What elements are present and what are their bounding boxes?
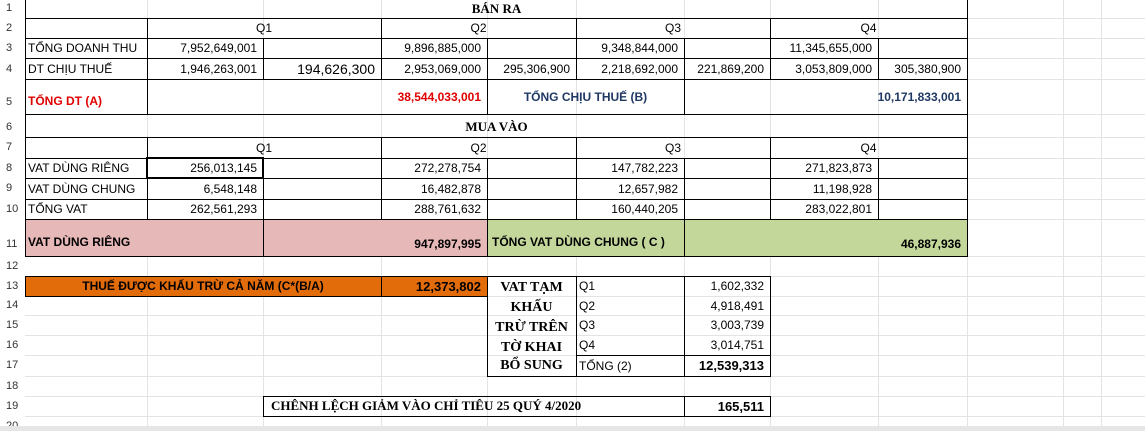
- taxable-revenue-cell[interactable]: 1,946,263,001: [180, 61, 257, 76]
- quarter-header[interactable]: Q2: [470, 140, 487, 155]
- row-number[interactable]: 11: [6, 238, 18, 250]
- chenh-lech-value[interactable]: 165,511: [717, 398, 764, 414]
- vat-tam-line[interactable]: VAT TẠM: [500, 280, 563, 295]
- row-number[interactable]: 1: [6, 2, 13, 14]
- row-number[interactable]: 3: [6, 42, 13, 54]
- quarter-header[interactable]: Q4: [860, 21, 877, 35]
- row-number[interactable]: 12: [6, 260, 19, 272]
- tax-cell[interactable]: 194,626,300: [297, 60, 375, 77]
- vat-rieng-cell[interactable]: 272,278,754: [414, 161, 481, 175]
- vat-chung-total-value[interactable]: 46,887,936: [900, 236, 961, 251]
- revenue-cell[interactable]: 7,952,649,001: [180, 41, 257, 55]
- row-number[interactable]: 10: [6, 203, 19, 215]
- taxable-revenue-cell[interactable]: 2,218,692,000: [601, 61, 678, 76]
- row-number[interactable]: 18: [6, 380, 19, 392]
- vat-chung-cell[interactable]: 11,198,928: [812, 181, 872, 196]
- tam-khau-tru-value[interactable]: 3,014,751: [710, 338, 764, 352]
- vat-chung-label[interactable]: VAT DÙNG CHUNG: [28, 181, 136, 196]
- row-number[interactable]: 4: [6, 63, 13, 75]
- dt-chiu-thue-label[interactable]: DT CHỊU THUẾ: [28, 61, 113, 76]
- quarter-header[interactable]: Q4: [860, 140, 877, 155]
- vat-rieng-cell[interactable]: 256,013,145: [190, 161, 257, 175]
- vat-chung-cell[interactable]: 6,548,148: [203, 181, 257, 196]
- tong-vat-label[interactable]: TỔNG VAT: [28, 202, 88, 216]
- tong-chiu-thue-value[interactable]: 10,171,833,001: [877, 89, 961, 104]
- vat-rieng-cell[interactable]: 147,782,223: [611, 161, 678, 175]
- vat-tam-line[interactable]: TỜ KHAI: [500, 340, 563, 355]
- chenh-lech-label[interactable]: CHÊNH LỆCH GIẢM VÀO CHỈ TIÊU 25 QUÝ 4/2020: [271, 398, 582, 413]
- khau-tru-label[interactable]: THUẾ ĐƯỢC KHẤU TRỪ CẢ NĂM (C*(B/A): [82, 279, 324, 293]
- khau-tru-value[interactable]: 12,373,802: [415, 278, 481, 294]
- tam-khau-tru-total-value[interactable]: 12,539,313: [698, 358, 764, 373]
- vat-chung-total-label[interactable]: TỔNG VAT DÙNG CHUNG ( C ): [492, 235, 665, 249]
- revenue-cell[interactable]: 9,348,844,000: [601, 41, 678, 55]
- tong-doanh-thu-label[interactable]: TỔNG DOANH THU: [28, 41, 138, 55]
- row-number[interactable]: 7: [6, 141, 13, 153]
- tam-khau-tru-value[interactable]: 4,918,491: [710, 298, 764, 313]
- row-number[interactable]: 16: [6, 339, 19, 351]
- row-number[interactable]: 15: [6, 319, 19, 331]
- revenue-cell[interactable]: 11,345,655,000: [789, 41, 872, 55]
- tong-vat-cell[interactable]: 160,440,205: [611, 202, 678, 216]
- tax-cell[interactable]: 221,869,200: [697, 61, 764, 76]
- quarter-header[interactable]: Q3: [664, 140, 681, 155]
- revenue-cell[interactable]: 9,896,885,000: [404, 41, 481, 55]
- tong-dt-label[interactable]: TỔNG DT (A): [28, 94, 102, 108]
- row-number[interactable]: 5: [6, 96, 13, 108]
- row-number[interactable]: 9: [6, 182, 13, 194]
- vat-chung-cell[interactable]: 12,657,982: [617, 181, 678, 196]
- tong-vat-cell[interactable]: 262,561,293: [190, 202, 257, 216]
- tax-cell[interactable]: 295,306,900: [503, 61, 570, 76]
- row-number[interactable]: 2: [6, 22, 13, 34]
- quarter-header[interactable]: Q3: [664, 21, 681, 35]
- quarter-header[interactable]: Q1: [255, 21, 272, 35]
- tong-vat-cell[interactable]: 288,761,632: [414, 202, 481, 216]
- tong-dt-value[interactable]: 38,544,033,001: [397, 89, 481, 104]
- tax-cell[interactable]: 305,380,900: [894, 61, 961, 76]
- taxable-revenue-cell[interactable]: 2,953,069,000: [404, 61, 481, 76]
- horizontal-scrollbar[interactable]: [0, 426, 1145, 431]
- vat-rieng-total-value[interactable]: 947,897,995: [414, 236, 481, 251]
- tong-vat-cell[interactable]: 283,022,801: [805, 202, 872, 216]
- vat-rieng-total-label[interactable]: VAT DÙNG RIÊNG: [28, 235, 131, 249]
- tam-khau-tru-total-label[interactable]: TỔNG (2): [579, 358, 632, 373]
- quarter-header[interactable]: Q2: [470, 21, 487, 35]
- tam-khau-tru-quarter[interactable]: Q1: [579, 279, 596, 293]
- ban-ra-title[interactable]: BÁN RA: [471, 1, 522, 16]
- row-number[interactable]: 14: [6, 299, 19, 311]
- vat-rieng-label[interactable]: VAT DÙNG RIÊNG: [28, 161, 130, 175]
- tam-khau-tru-quarter[interactable]: Q4: [579, 338, 596, 352]
- row-number[interactable]: 13: [6, 280, 19, 292]
- tong-chiu-thue-label[interactable]: TỔNG CHỊU THUẾ (B): [523, 89, 648, 104]
- taxable-revenue-cell[interactable]: 3,053,809,000: [795, 61, 872, 76]
- row-number[interactable]: 17: [6, 359, 19, 371]
- tam-khau-tru-value[interactable]: 1,602,332: [710, 279, 764, 293]
- row-header: [0, 0, 25, 431]
- row-number[interactable]: 19: [6, 400, 19, 412]
- vat-tam-line[interactable]: KHẤU: [510, 300, 553, 315]
- vat-tam-line[interactable]: TRỪ TRÊN: [495, 320, 568, 335]
- tam-khau-tru-quarter[interactable]: Q2: [579, 298, 596, 313]
- vat-rieng-cell[interactable]: 271,823,873: [805, 161, 872, 175]
- row-number[interactable]: 6: [6, 121, 13, 133]
- tam-khau-tru-quarter[interactable]: Q3: [579, 318, 596, 332]
- vat-tam-line[interactable]: BỔ SUNG: [500, 358, 563, 373]
- vat-chung-cell[interactable]: 16,482,878: [420, 181, 481, 196]
- tam-khau-tru-value[interactable]: 3,003,739: [710, 318, 764, 332]
- quarter-header[interactable]: Q1: [255, 140, 272, 155]
- mua-vao-title[interactable]: MUA VÀO: [465, 119, 528, 134]
- row-number[interactable]: 8: [6, 162, 13, 174]
